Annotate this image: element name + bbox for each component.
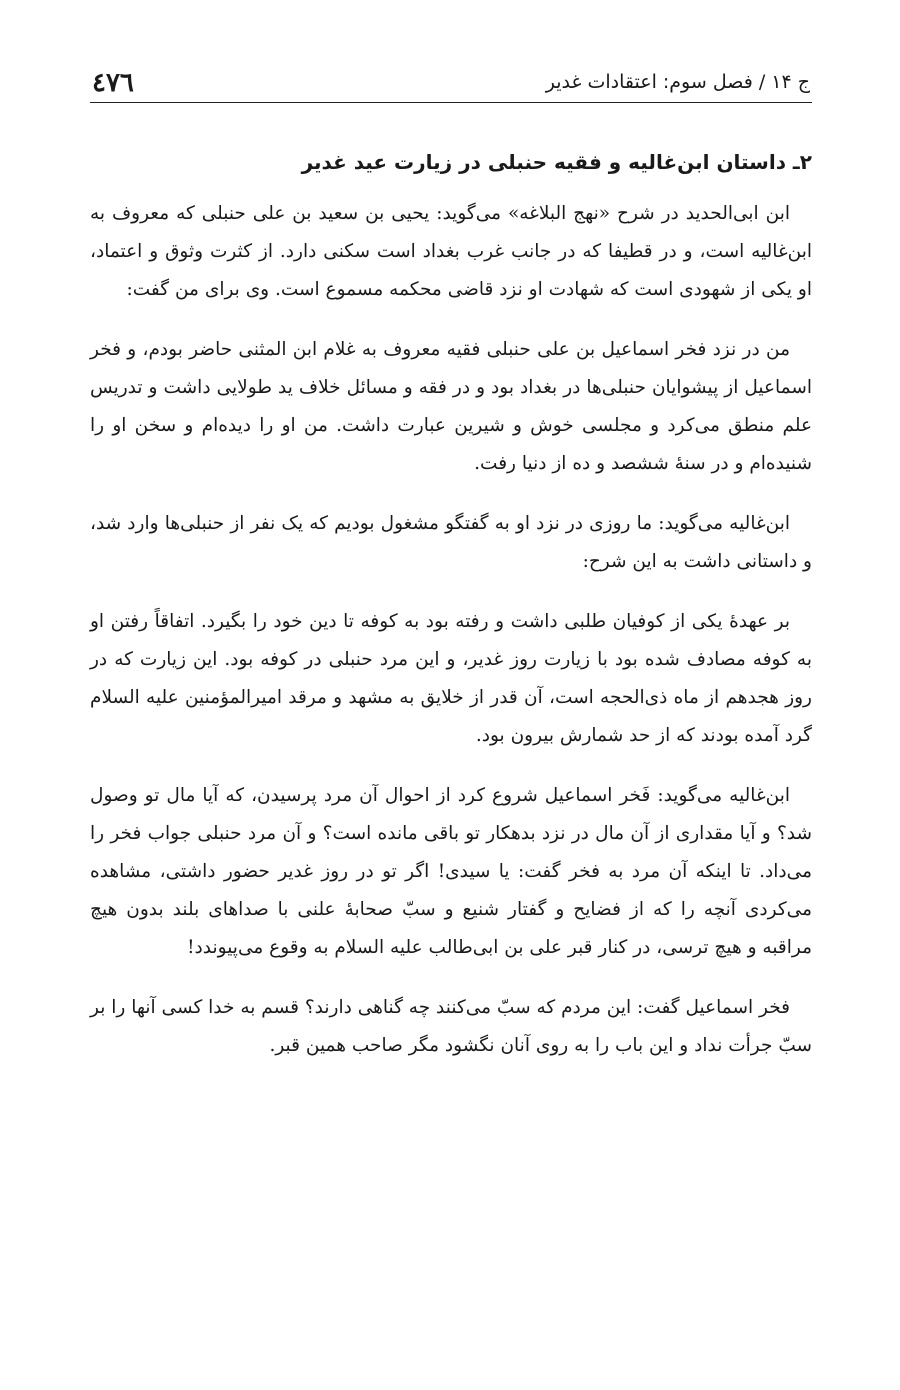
paragraph-fakhr-reply: فخر اسماعیل گفت: این مردم که سبّ می‌کنند چه گناهی دارند؟ قسم به خدا کسی آنها را بر سبّ جرأت نداد و این باب را به روی آنان نگشود مگر صاحب همین قبر. xyxy=(90,997,812,1056)
section-title: ۲ـ داستان ابن‌غالیه و فقیه حنبلی در زیارت عید غدیر xyxy=(301,150,812,174)
running-head: ج ۱۴ / فصل سوم: اعتقادات غدیر xyxy=(545,71,810,93)
paragraph-conversation: ابن‌غالیه می‌گوید: فَخر اسماعیل شروع کرد از احوال آن مرد پرسیدن، که آیا مال تو وصول شد؟ و آیا مقداری از آن مال در نزد بدهکار تو باقی مانده است؟ و آن مرد حنبلی جواب فخر را می‌داد. تا اینکه آن مرد به فخر گفت: یا سیدی! اگر تو در روز غدیر حضور داشتی، مشاهده می‌کردی آنچه را که از فضایح و گفتار شنیع و سبّ صحابهٔ علنی با صداهای بلند بدون هیچ مراقبه و هیچ ترسی، در کنار قبر علی بن ابی‌طالب علیه السلام به وقوع می‌پیوندد! xyxy=(90,785,812,958)
paragraph-fakhr-ismail: من در نزد فخر اسماعیل بن علی حنبلی فقیه معروف به غلام ابن المثنی حاضر بودم، و فخر اسماعیل از پیشوایان حنبلی‌ها در بغداد بود و در فقه و مسائل خلاف ید طولایی داشت و تدریس علم منطق می‌کرد و مجلسی خوش و شیرین عبارت داشت. من او را دیده‌ام و سخن او را شنیده‌ام و در سنهٔ ششصد و ده از دنیا رفت. xyxy=(90,339,812,474)
paragraph-intro: ابن ابی‌الحدید در شرح «نهج البلاغه» می‌گوید: یحیی بن سعید بن علی حنبلی که معروف به ابن‌غالیه است، و در قطیفا که در جانب غرب بغداد است سکنی دارد. از کثرت وثوق و اعتماد، او یکی از شهودی است که شهادت او نزد قاضی محکمه مسموع است. وی برای من گفت: xyxy=(90,203,812,300)
book-page xyxy=(90,58,812,1065)
paragraph-kufa-ghadir: بر عهدهٔ یکی از کوفیان طلبی داشت و رفته بود به کوفه تا دین خود را بگیرد. اتفاقاً رفتن او به کوفه مصادف شده بود با زیارت روز غدیر، و این مرد حنبلی در کوفه بود. این زیارت که در روز هجدهم از ماه ذی‌الحجه است، آن قدر از خلایق به مشهد و مرقد امیرالمؤمنین علیه السلام گرد آمده بودند که از حد شمارش بیرون بود. xyxy=(90,611,812,746)
paragraph-visitor-arrives: ابن‌غالیه می‌گوید: ما روزی در نزد او به گفتگو مشغول بودیم که یک نفر از حنبلی‌ها وارد شد، و داستانی داشت به این شرح: xyxy=(90,513,812,572)
page-header xyxy=(90,58,812,103)
page-number: ٤٧٦ xyxy=(92,68,134,98)
